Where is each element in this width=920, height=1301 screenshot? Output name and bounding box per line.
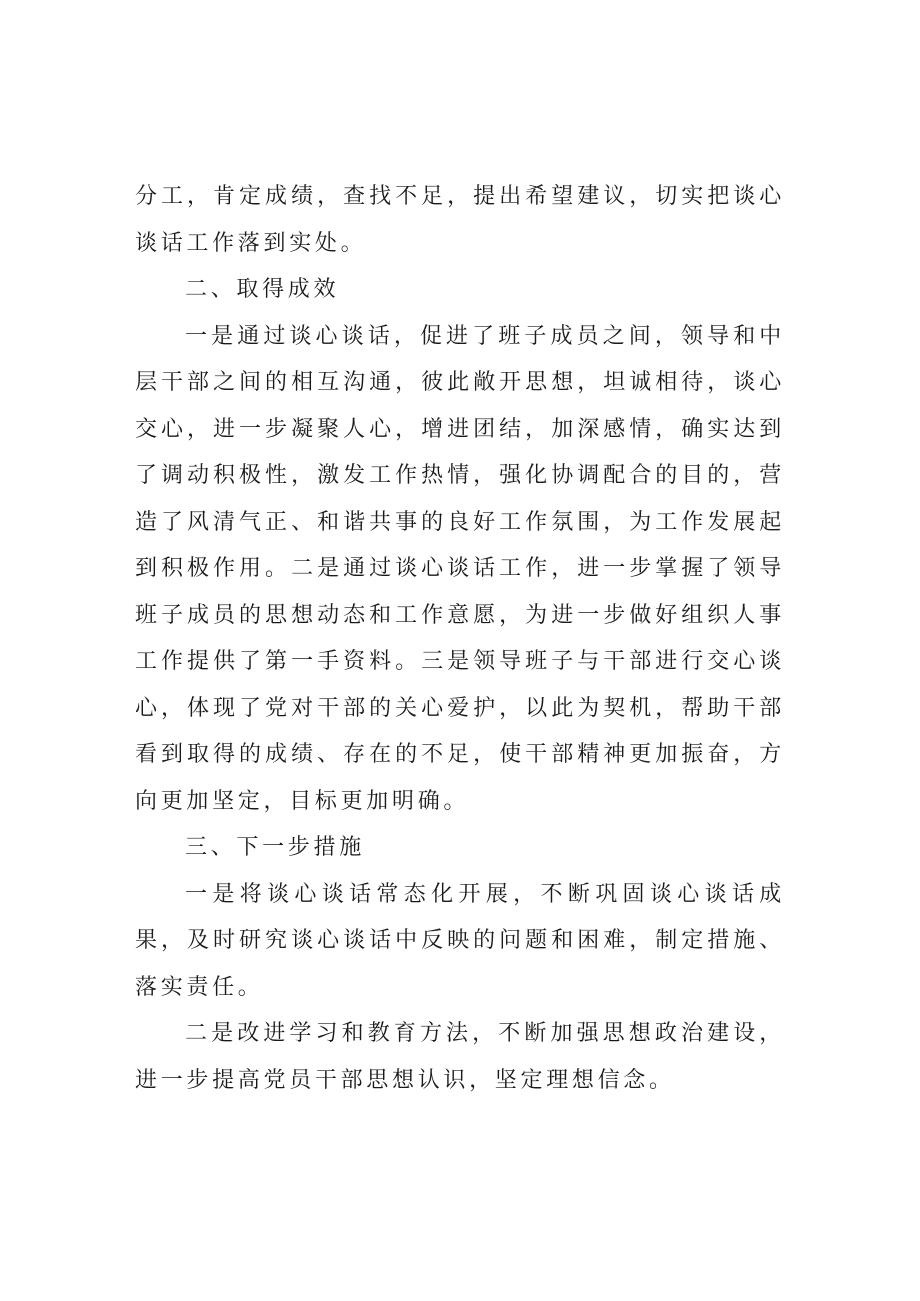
document-body [135,174,785,1104]
section-heading-results: 二、取得成效 [185,277,340,302]
next-steps-paragraph-2: 二是改进学习和教育方法，不断加强思想政治建设，进一步提高党员干部思想认识，坚定理想信念。 [135,1021,785,1093]
results-paragraph: 一是通过谈心谈话，促进了班子成员之间，领导和中层干部之间的相互沟通，彼此敞开思想，坦诚相待，谈心交心，进一步凝聚人心，增进团结，加深感情，确实达到了调动积极性，激发工作热情，强化协调配合的目的，营造了风清气正、和谐共事的良好工作氛围，为工作发展起到积极作用。二是通过谈心谈话工作，进一步掌握了领导班子成员的思想动态和工作意愿，为进一步做好组织人事工作提供了第一手资料。三是领导班子与干部进行交心谈心，体现了党对干部的关心爱护，以此为契机，帮助干部看到取得的成绩、存在的不足，使干部精神更加振奋，方向更加坚定，目标更加明确。 [135,323,785,814]
continuation-paragraph: 分工，肯定成绩，查找不足，提出希望建议，切实把谈心谈话工作落到实处。 [135,184,785,256]
next-steps-paragraph-1: 一是将谈心谈话常态化开展，不断巩固谈心谈话成果，及时研究谈心谈话中反映的问题和困难，制定措施、落实责任。 [135,881,785,1000]
section-heading-next-steps: 三、下一步措施 [185,835,365,860]
